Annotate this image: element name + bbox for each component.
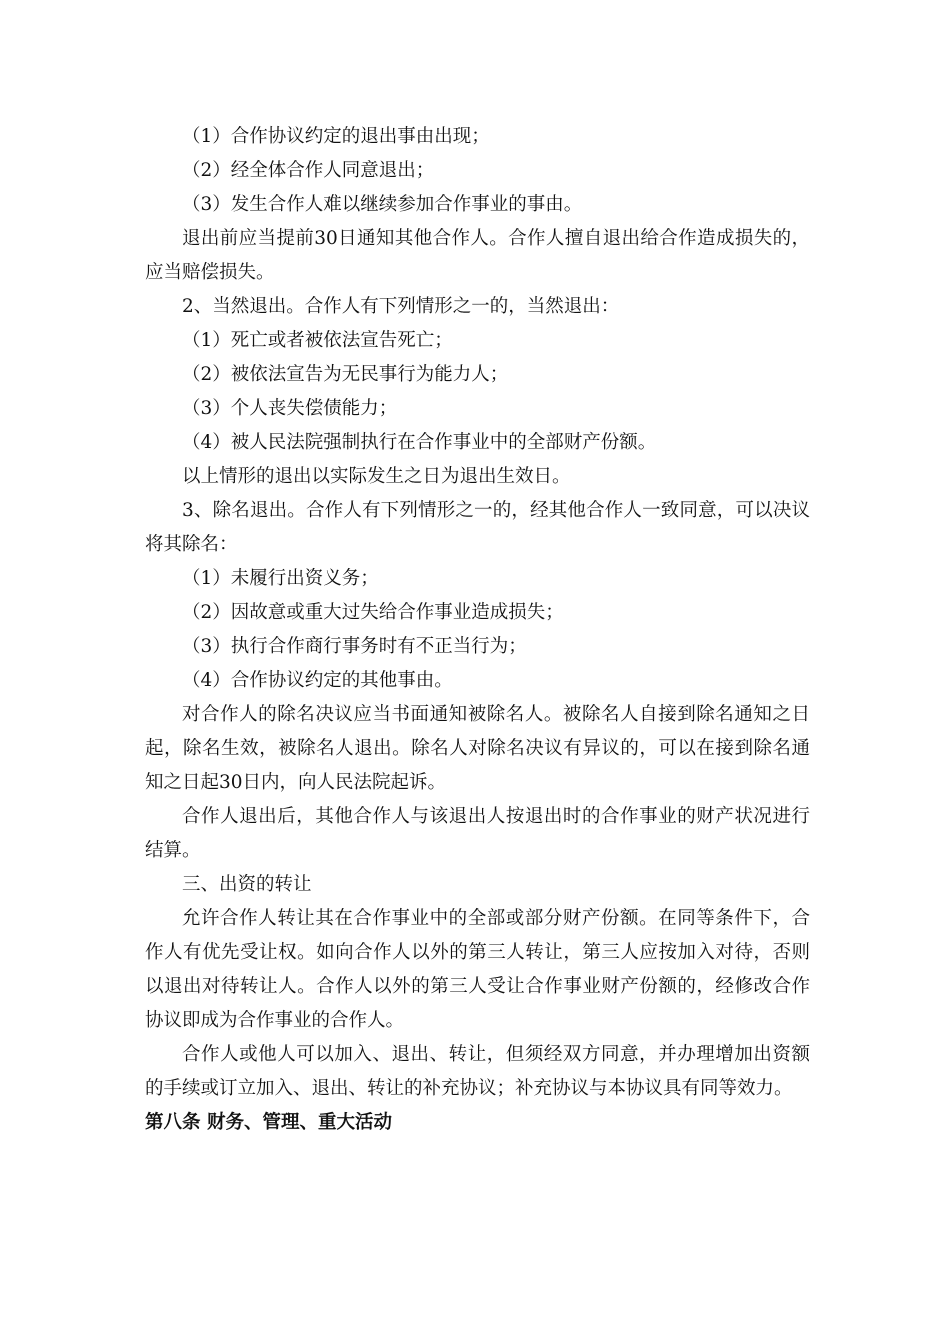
paragraph-effective-date: 以上情形的退出以实际发生之日为退出生效日。 bbox=[182, 466, 571, 487]
section-heading-article-8: 第八条 财务、管理、重大活动 bbox=[145, 1112, 392, 1133]
paragraph-exit-notice: 退出前应当提前30日通知其他合作人。合作人擅自退出给合作造成损失的，应当赔偿损失。 bbox=[145, 228, 810, 283]
paragraph-removal-exit: 3、除名退出。合作人有下列情形之一的，经其他合作人一致同意，可以决议将其除名： bbox=[145, 500, 810, 555]
paragraph-automatic-exit-3: （3）个人丧失偿债能力； bbox=[182, 398, 398, 419]
paragraph-exit-reason-1: （1）合作协议约定的退出事由出现； bbox=[182, 126, 490, 147]
paragraph-automatic-exit-4: （4）被人民法院强制执行在合作事业中的全部财产份额。 bbox=[182, 432, 657, 453]
paragraph-removal-3: （3）执行合作商行事务时有不正当行为； bbox=[182, 636, 527, 657]
paragraph-removal-1: （1）未履行出资义务； bbox=[182, 568, 379, 589]
paragraph-automatic-exit-1: （1）死亡或者被依法宣告死亡； bbox=[182, 330, 453, 351]
paragraph-exit-reason-3: （3）发生合作人难以继续参加合作事业的事由。 bbox=[182, 194, 583, 215]
paragraph-settlement: 合作人退出后，其他合作人与该退出人按退出时的合作事业的财产状况进行结算。 bbox=[145, 806, 810, 861]
paragraph-automatic-exit-2: （2）被依法宣告为无民事行为能力人； bbox=[182, 364, 509, 385]
paragraph-automatic-exit: 2、当然退出。合作人有下列情形之一的，当然退出： bbox=[182, 296, 620, 317]
paragraph-exit-reason-2: （2）经全体合作人同意退出； bbox=[182, 160, 435, 181]
subsection-title-transfer: 三、出资的转让 bbox=[182, 874, 312, 895]
paragraph-removal-notice: 对合作人的除名决议应当书面通知被除名人。被除名人自接到除名通知之日起，除名生效，被除名人退出。除名人对除名决议有异议的，可以在接到除名通知之日起30日内，向人民法院起诉。 bbox=[145, 704, 810, 793]
paragraph-supplement: 合作人或他人可以加入、退出、转让，但须经双方同意，并办理增加出资额的手续或订立加入、退出、转让的补充协议；补充协议与本协议具有同等效力。 bbox=[145, 1044, 810, 1099]
paragraph-transfer: 允许合作人转让其在合作事业中的全部或部分财产份额。在同等条件下，合作人有优先受让权。如向合作人以外的第三人转让，第三人应按加入对待，否则以退出对待转让人。合作人以外的第三人受让合作事业财产份额的，经修改合作协议即成为合作事业的合作人。 bbox=[145, 908, 810, 1031]
paragraph-removal-2: （2）因故意或重大过失给合作事业造成损失； bbox=[182, 602, 564, 623]
paragraph-removal-4: （4）合作协议约定的其他事由。 bbox=[182, 670, 453, 691]
document-body bbox=[145, 120, 810, 1140]
